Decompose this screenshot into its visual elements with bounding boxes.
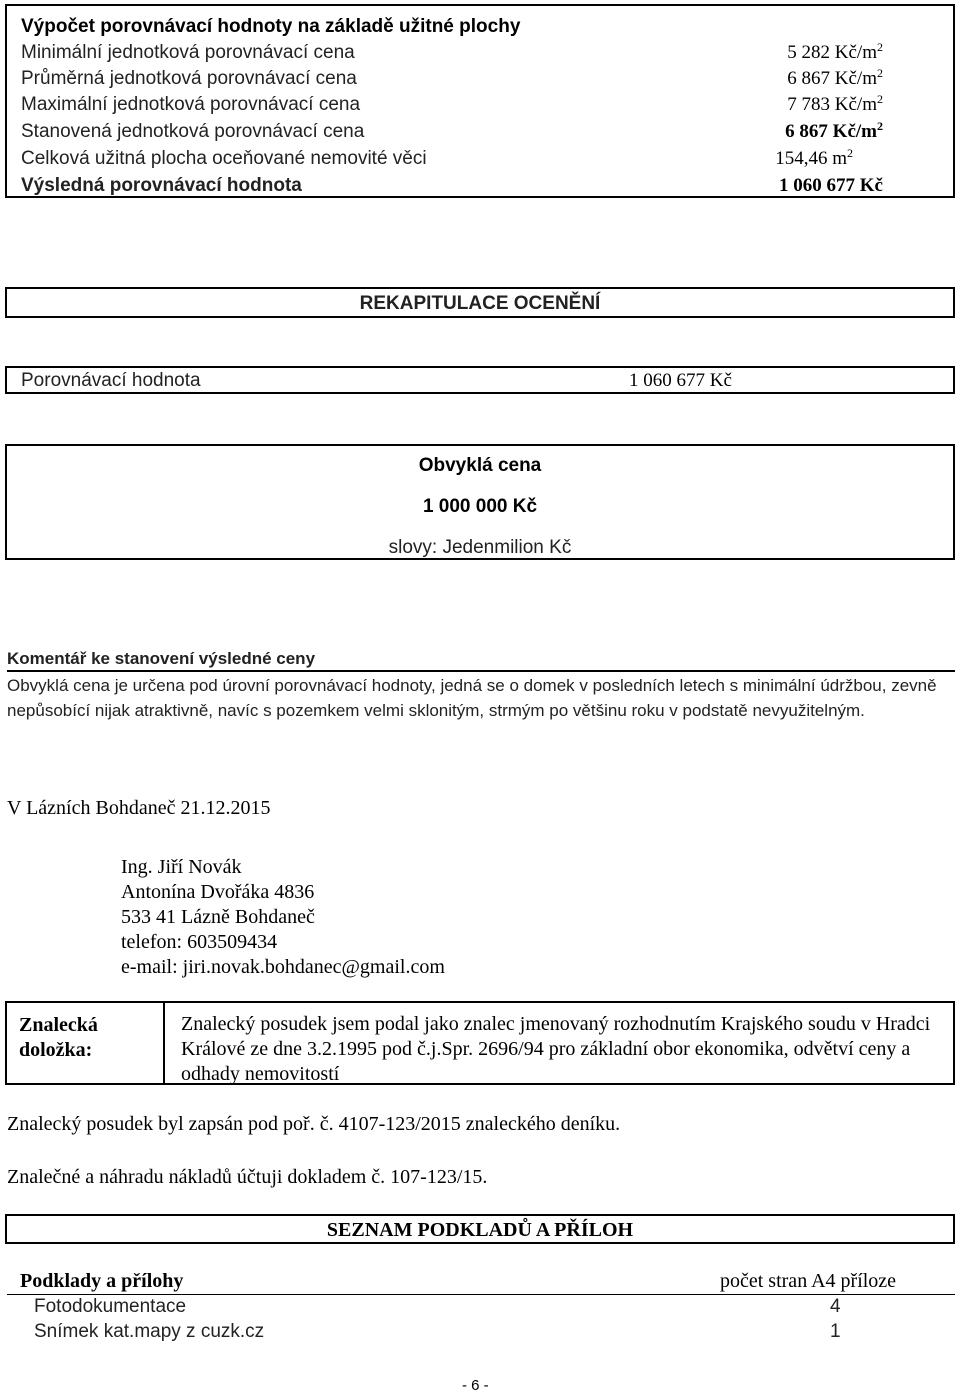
usual-price-words: slovy: Jedenmilion Kč xyxy=(388,537,572,558)
calc-value: 6 867 $Kč/m^2$ xyxy=(787,66,883,89)
usual-price-box xyxy=(5,444,955,560)
comparison-value-box xyxy=(5,366,955,394)
column-divider xyxy=(163,1003,165,1083)
expert-name: Ing. Jiří Novák xyxy=(121,856,242,878)
expert-email: e-mail: jiri.novak.bohdanec@gmail.com xyxy=(121,956,445,978)
usual-price-title: Obvyklá cena xyxy=(418,455,542,476)
expert-street: Antonína Dvořáka 4836 xyxy=(121,881,315,903)
attachments-column-label: Podklady a přílohy xyxy=(20,1270,184,1292)
calc-row-min xyxy=(21,42,883,68)
recap-heading: REKAPITULACE OCENĚNÍ xyxy=(5,287,955,318)
calc-row-result xyxy=(21,175,883,201)
calc-row-set xyxy=(21,121,883,147)
calc-label: Celková užitná plocha oceňované nemovité věci xyxy=(21,148,427,169)
place-date: V Lázních Bohdaneč 21.12.2015 xyxy=(7,797,271,819)
calc-label: Maximální jednotková porovnávací cena xyxy=(21,94,361,115)
fee-note: Znalečné a náhradu nákladů účtuji dokladem č. 107-123/15. xyxy=(7,1166,488,1188)
calc-value: 7 783 $Kč/m^2$ xyxy=(787,92,883,115)
usual-price-amount: 1 000 000 Kč xyxy=(422,496,538,517)
calc-label: Výsledná porovnávací hodnota xyxy=(21,175,302,196)
expert-city: 533 41 Lázně Bohdaneč xyxy=(121,906,315,928)
page-number: - 6 - xyxy=(462,1377,489,1394)
comment-text: Obvyklá cena je určena pod úrovní porovnávací hodnoty, jedná se o domek v posledních letech s minimální údržbou, zevně nepůsobící nijak atraktivně, navíc s pozemkem velmi sklonitým, strmým po většinu roku v podstatě nevyužitelným. xyxy=(7,676,937,720)
comparison-label: Porovnávací hodnota xyxy=(21,370,201,391)
attachments-heading: SEZNAM PODKLADŮ A PŘÍLOH xyxy=(5,1214,955,1244)
comment-heading: Komentář ke stanovení výsledné ceny xyxy=(7,649,955,672)
registration-note: Znalecký posudek byl zapsán pod poř. č. 4107-123/2015 znaleckého deníku. xyxy=(7,1113,621,1135)
attachments-divider xyxy=(7,1294,955,1295)
calc-label: Minimální jednotková porovnávací cena xyxy=(21,42,355,63)
attachment-item-label: Fotodokumentace xyxy=(34,1296,187,1317)
attachment-item-count: 4 xyxy=(830,1296,841,1317)
expert-phone: telefon: 603509434 xyxy=(121,931,278,953)
expert-clause-box xyxy=(5,1001,955,1085)
signature-block xyxy=(121,855,445,980)
calc-value: 5 282 $Kč/m^2$ xyxy=(787,40,883,63)
calc-value: 6 867 $Kč/m^2$ xyxy=(785,119,883,142)
comparison-calculation-box xyxy=(5,4,955,198)
calculation-title: Výpočet porovnávací hodnoty na základě užitné plochy xyxy=(21,16,521,37)
expert-clause-label xyxy=(19,1013,98,1063)
calc-value: 1 060 677 Kč xyxy=(779,175,883,196)
comparison-value: 1 060 677 Kč xyxy=(629,370,732,391)
calc-label: Průměrná jednotková porovnávací cena xyxy=(21,68,357,89)
calc-row-area xyxy=(21,148,853,174)
calc-row-avg xyxy=(21,68,883,94)
calc-value: 154,46 $m^2$ xyxy=(775,146,853,169)
attachment-item-count: 1 xyxy=(830,1321,841,1342)
calc-row-max xyxy=(21,94,883,120)
calc-label: Stanovená jednotková porovnávací cena xyxy=(21,121,365,142)
expert-clause-label-line1: Znalecká xyxy=(19,1014,98,1036)
expert-clause-text: Znalecký posudek jsem podal jako znalec jmenovaný rozhodnutím Krajského soudu v Hradci Králové ze dne 3.2.1995 pod č.j.Spr. 2696/94 pro základní obor ekonomika, odvětví ceny a odhady nemovitostí xyxy=(181,1013,931,1085)
attachments-column-count: počet stran A4 příloze xyxy=(720,1270,897,1292)
attachment-item-label: Snímek kat.mapy z cuzk.cz xyxy=(34,1321,265,1342)
expert-clause-label-line2: doložka: xyxy=(19,1039,93,1061)
